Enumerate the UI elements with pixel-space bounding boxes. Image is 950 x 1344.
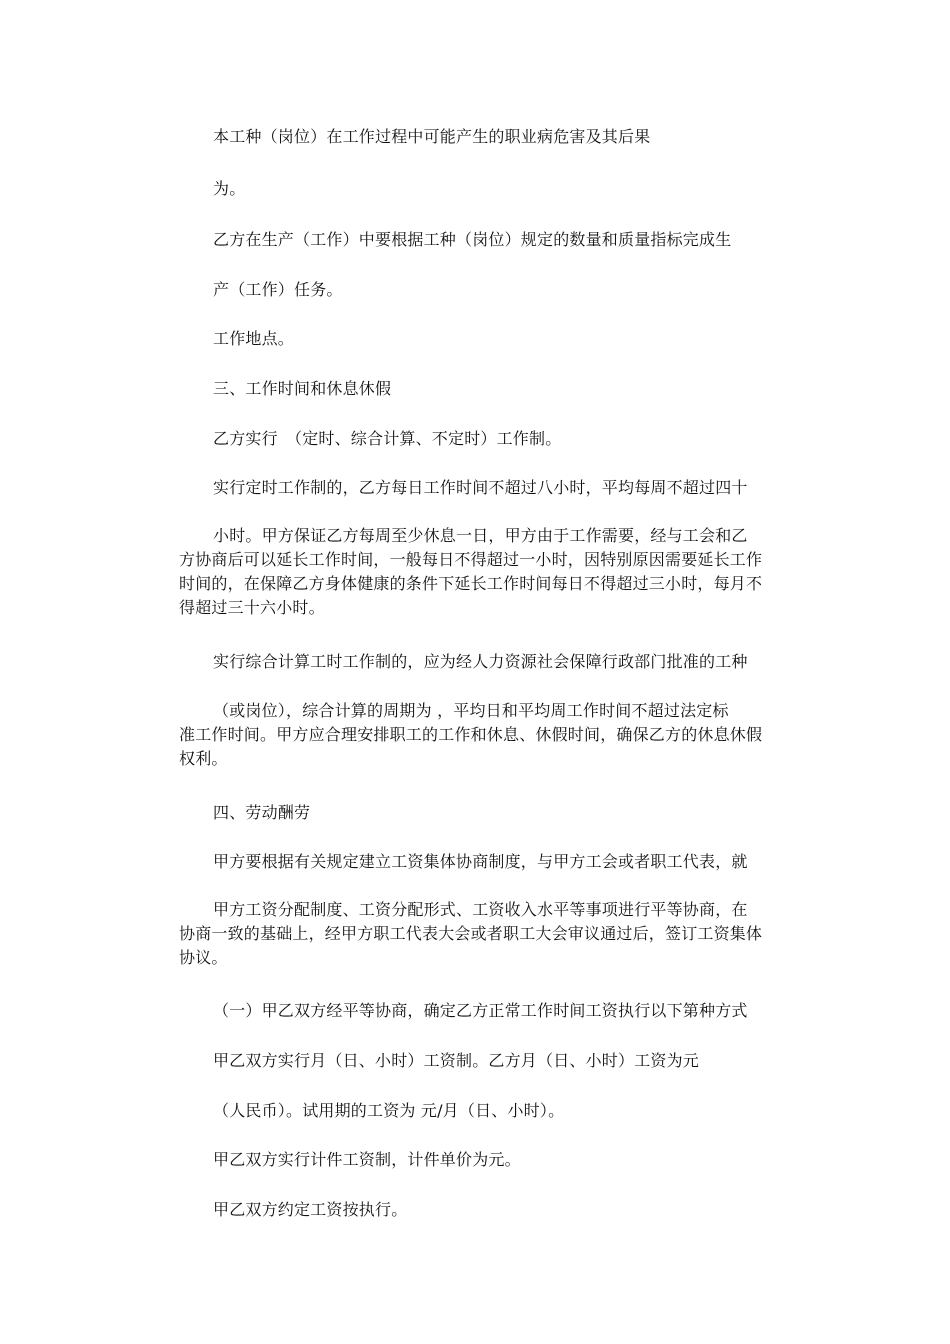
- paragraph-block-comprehensive-hours: [179, 699, 771, 771]
- paragraph-line: （人民币）。试用期的工资为 元/月（日、小时）。: [213, 1101, 565, 1120]
- paragraph-continuation: 方协商后可以延长工作时间，一般每日不得超过一小时，因特别原因需要延长工作时间的，在保障乙方身体健康的条件下延长工作时间每日不得超过三小时，每月不得超过三十六小时。: [179, 550, 763, 617]
- paragraph-line: 产（工作）任务。: [213, 280, 343, 299]
- paragraph-line: 甲乙双方实行月（日、小时）工资制。乙方月（日、小时）工资为元: [213, 1051, 700, 1070]
- paragraph-line: 甲乙双方实行计件工资制，计件单价为元。: [213, 1150, 521, 1169]
- paragraph-first-line: 甲方工资分配制度、工资分配形式、工资收入水平等事项进行平等协商，在: [213, 900, 748, 919]
- paragraph-line: 为。: [213, 179, 246, 198]
- paragraph-first-line: 小时。甲方保证乙方每周至少休息一日，甲方由于工作需要，经与工会和乙: [213, 526, 748, 545]
- section-heading-3: 三、工作时间和休息休假: [213, 379, 392, 398]
- paragraph-line: 工作地点。: [213, 329, 295, 348]
- paragraph-line: 本工种（岗位）在工作过程中可能产生的职业病危害及其后果: [213, 127, 651, 146]
- paragraph-line: 乙方实行 （定时、综合计算、不定时）工作制。: [213, 429, 562, 448]
- paragraph-block-wage-negotiation: [179, 898, 771, 970]
- paragraph-line: 甲方要根据有关规定建立工资集体协商制度，与甲方工会或者职工代表，就: [213, 852, 748, 871]
- section-heading-4: 四、劳动酬劳: [213, 803, 311, 822]
- paragraph-block-work-hours: [179, 524, 771, 620]
- paragraph-line: （一）甲乙双方经平等协商，确定乙方正常工作时间工资执行以下第种方式: [213, 1001, 748, 1020]
- paragraph-first-line: （或岗位），综合计算的周期为 ，平均日和平均周工作时间不超过法定标: [213, 701, 729, 720]
- paragraph-continuation: 协商一致的基础上，经甲方职工代表大会或者职工大会审议通过后，签订工资集体协议。: [179, 924, 763, 967]
- paragraph-line: 实行定时工作制的，乙方每日工作时间不超过八小时，平均每周不超过四十: [213, 478, 748, 497]
- paragraph-continuation: 准工作时间。甲方应合理安排职工的工作和休息、休假时间，确保乙方的休息休假权利。: [179, 725, 763, 768]
- paragraph-line: 实行综合计算工时工作制的，应为经人力资源社会保障行政部门批准的工种: [213, 652, 748, 671]
- paragraph-line: 乙方在生产（工作）中要根据工种（岗位）规定的数量和质量指标完成生: [213, 230, 732, 249]
- paragraph-line: 甲乙双方约定工资按执行。: [213, 1200, 408, 1219]
